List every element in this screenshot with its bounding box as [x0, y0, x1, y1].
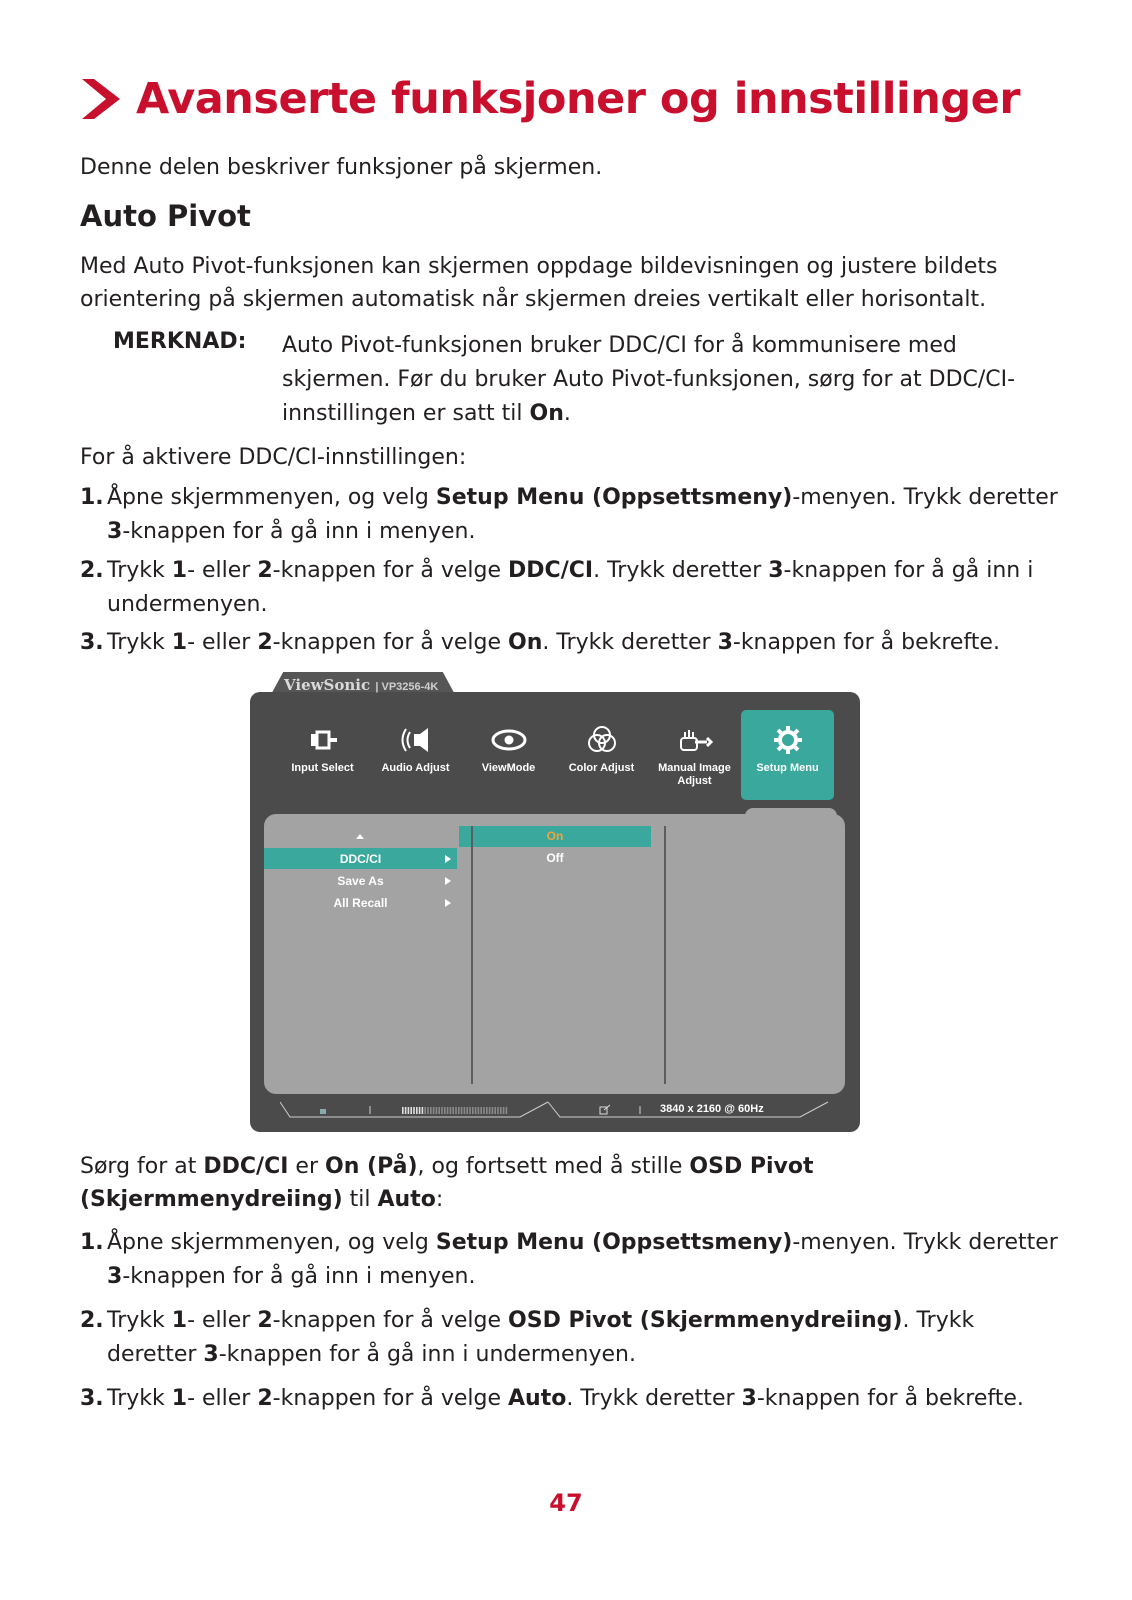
- resolution-readout: 3840 x 2160 @ 60Hz: [660, 1103, 764, 1115]
- osd-tab-setup-menu[interactable]: [741, 710, 834, 800]
- step-item: [80, 1382, 1060, 1416]
- osd-menu-panel: [264, 814, 845, 1094]
- note-label: MERKNAD:: [113, 329, 247, 354]
- step-text: Trykk 1- eller 2-knappen for å velge DDC/CI. Trykk deretter 3-knappen for å gå inn i undermenyen.: [107, 558, 1034, 617]
- osd-tab-audio-adjust[interactable]: [369, 710, 462, 800]
- chevron-right-icon: [445, 899, 451, 907]
- osd-tab-viewmode[interactable]: [462, 710, 555, 800]
- eye-icon: [489, 724, 529, 756]
- osd-menu-item[interactable]: [264, 892, 457, 913]
- page-heading: [80, 74, 1020, 124]
- column-divider: [664, 826, 666, 1084]
- hand-wrench-icon: [675, 724, 715, 756]
- input-icon: [303, 724, 343, 756]
- chevron-right-icon: [445, 877, 451, 885]
- step-item: [80, 1226, 1060, 1294]
- osd-tab-label: Audio Adjust: [381, 762, 450, 774]
- step-number: 2.: [80, 558, 104, 583]
- step-item: [80, 481, 1060, 549]
- step-number: 1.: [80, 485, 104, 510]
- osd-menu-item[interactable]: [264, 870, 457, 891]
- steps-b-lead: Sørg for at DDC/CI er On (På), og fortsett med å stille OSD Pivot (Skjermmenydreiing) til Auto:: [80, 1154, 814, 1212]
- step-text: Åpne skjermmenyen, og velg Setup Menu (Oppsettsmeny)-menyen. Trykk deretter 3-knappen for å gå inn i menyen.: [107, 485, 1058, 544]
- osd-menu-item-label: Save As: [337, 874, 384, 888]
- step-item: [80, 626, 1060, 660]
- osd-menu-item[interactable]: [264, 848, 457, 869]
- page-number: 47: [549, 1489, 583, 1517]
- osd-submenu-item[interactable]: On: [459, 826, 651, 847]
- intro-text: Denne delen beskriver funksjoner på skjermen.: [80, 155, 603, 180]
- chevron-right-icon: [445, 855, 451, 863]
- share-icon: [600, 1105, 610, 1114]
- note-text: Auto Pivot-funksjonen bruker DDC/CI for å kommunisere med skjermen. Før du bruker Auto Pivot-funksjonen, sørg for at DDC/CI-innstillingen er satt til On.: [282, 333, 1016, 426]
- color-circles-icon: [582, 724, 622, 756]
- chevron-right-icon: [80, 75, 124, 123]
- step-item: [80, 554, 1060, 622]
- step-item: [80, 1304, 1060, 1372]
- osd-tab-label: Manual Image Adjust: [658, 762, 731, 787]
- osd-tab-manual-image-adjust[interactable]: [648, 710, 741, 800]
- osd-menu-item-label: All Recall: [333, 896, 388, 910]
- osd-tab-label: Color Adjust: [568, 762, 635, 774]
- step-number: 1.: [80, 1230, 104, 1255]
- osd-menu-item-label: DDC/CI: [339, 852, 382, 866]
- osd-illustration: [250, 670, 860, 1132]
- osd-tab-label: Setup Menu: [756, 762, 819, 774]
- step-text: Trykk 1- eller 2-knappen for å velge On. Trykk deretter 3-knappen for å bekrefte.: [107, 630, 1000, 655]
- step-text: Åpne skjermmenyen, og velg Setup Menu (Oppsettsmeny)-menyen. Trykk deretter 3-knappen for å gå inn i menyen.: [107, 1230, 1058, 1289]
- steps-a-lead: For å aktivere DDC/CI-innstillingen:: [80, 445, 467, 470]
- osd-tab-color-adjust[interactable]: [555, 710, 648, 800]
- section-heading: Auto Pivot: [80, 199, 251, 233]
- section-description: Med Auto Pivot-funksjonen kan skjermen oppdage bildevisningen og justere bildets orientering på skjermen automatisk når skjermen dreies vertikalt eller horisontalt.: [80, 254, 998, 312]
- osd-tab-input-select[interactable]: [276, 710, 369, 800]
- step-number: 3.: [80, 630, 104, 655]
- column-divider: [471, 826, 473, 1084]
- gear-icon: [768, 724, 808, 756]
- osd-window: [250, 692, 860, 1132]
- signal-icon: [320, 1109, 326, 1114]
- osd-brand: ViewSonic | VP3256-4K: [284, 676, 439, 694]
- step-number: 2.: [80, 1308, 104, 1333]
- osd-tab-bar: [276, 710, 834, 800]
- scroll-up-icon: [356, 834, 364, 839]
- step-text: Trykk 1- eller 2-knappen for å velge Auto. Trykk deretter 3-knappen for å bekrefte.: [107, 1386, 1024, 1411]
- speaker-icon: [396, 724, 436, 756]
- progress-bar: [402, 1107, 507, 1114]
- osd-tab-label: ViewMode: [481, 762, 536, 774]
- step-number: 3.: [80, 1386, 104, 1411]
- step-text: Trykk 1- eller 2-knappen for å velge OSD Pivot (Skjermmenydreiing). Trykk deretter 3-knappen for å gå inn i undermenyen.: [107, 1308, 975, 1367]
- osd-submenu-item[interactable]: Off: [546, 851, 564, 865]
- osd-tab-label: Input Select: [291, 762, 354, 774]
- page-title: Avanserte funksjoner og innstillinger: [136, 74, 1021, 124]
